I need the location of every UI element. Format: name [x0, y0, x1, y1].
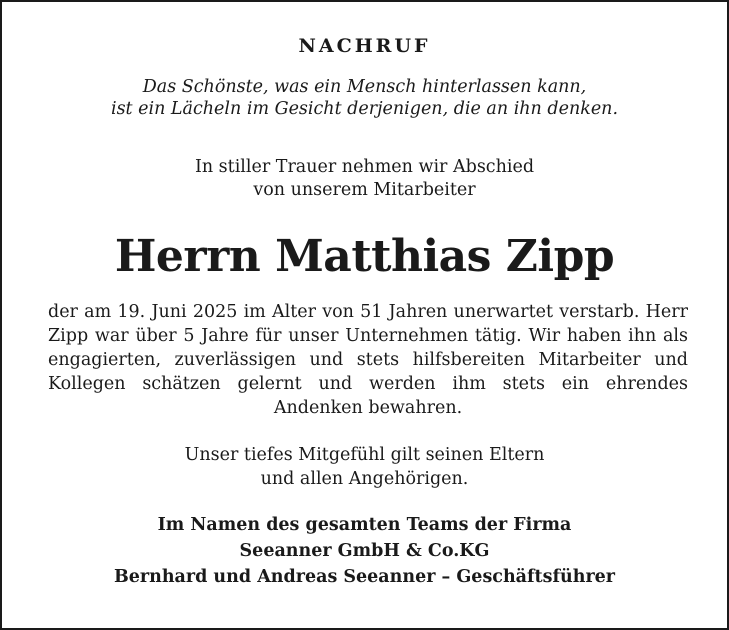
condolence-line-2: und allen Angehörigen. [260, 469, 469, 489]
deceased-name: Herrn Matthias Zipp [114, 231, 615, 282]
intro-line-1: In stiller Trauer nehmen wir Abschied [194, 157, 535, 177]
signature-block [2, 512, 727, 590]
signature-line-2: Seeanner GmbH & Co.KG [239, 541, 490, 561]
intro-text [2, 156, 727, 202]
notice-heading: NACHRUF [298, 35, 431, 57]
condolence-text [2, 443, 727, 491]
memorial-quote [2, 76, 727, 120]
condolence-line-1: Unser tiefes Mitgefühl gilt seinen Eltern [184, 445, 545, 465]
quote-line-1: Das Schönste, was ein Mensch hinterlassen kann, [142, 77, 587, 97]
obituary-body: der am 19. Juni 2025 im Alter von 51 Jahren unerwartet verstarb. Herr Zipp war über 5 Jahre für unser Unternehmen tätig. Wir haben ihn als engagierten, zuverlässigen und stets hilfsbereiten Mitarbeiter und Kollegen schätzen gelernt und werden ihm stets ein ehrendes Andenken bewahren. [48, 302, 688, 418]
signature-line-1: Im Namen des gesamten Teams der Firma [157, 515, 572, 535]
signature-line-3: Bernhard und Andreas Seeanner – Geschäftsführer [113, 567, 616, 587]
intro-line-2: von unserem Mitarbeiter [253, 180, 476, 200]
quote-line-2: ist ein Lächeln im Gesicht derjenigen, die an ihn denken. [110, 99, 619, 119]
